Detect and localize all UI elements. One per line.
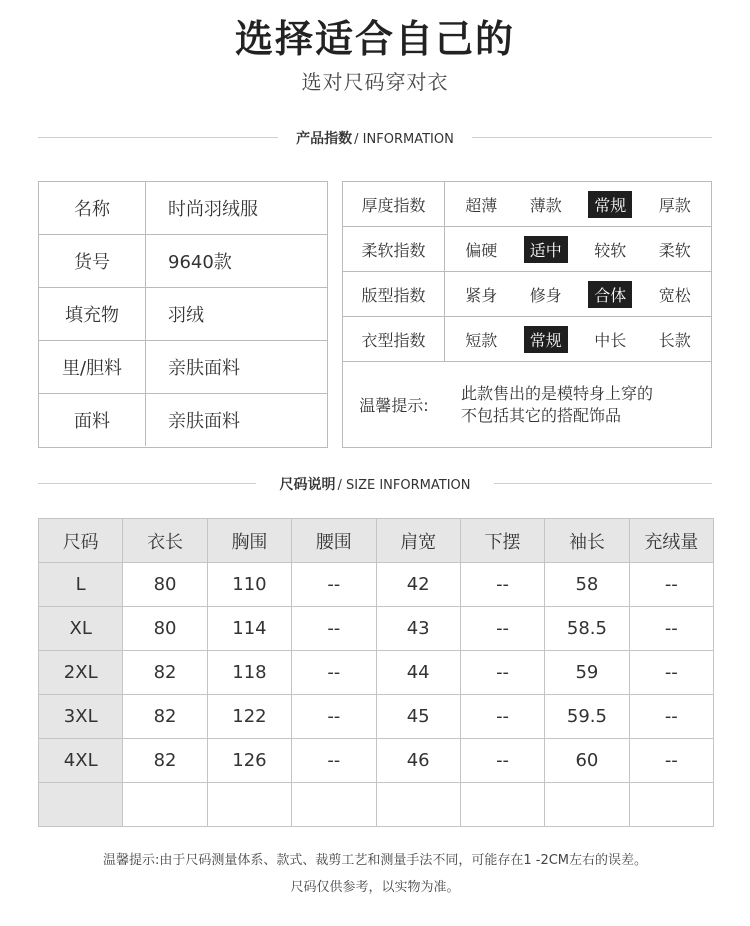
size-cell: -- bbox=[460, 695, 544, 739]
index-options bbox=[445, 227, 711, 271]
size-section-label bbox=[0, 474, 750, 494]
size-table bbox=[38, 518, 714, 827]
info-value: 亲肤面料 bbox=[168, 358, 240, 379]
page-title: 选择适合自己的 bbox=[234, 17, 515, 61]
size-cell: -- bbox=[292, 563, 376, 607]
info-value: 时尚羽绒服 bbox=[168, 199, 258, 220]
page-subtitle: 选对尺码穿对衣 bbox=[301, 70, 449, 94]
info-key: 货号 bbox=[39, 235, 146, 287]
product-index-table bbox=[342, 181, 712, 448]
size-cell: 118 bbox=[207, 651, 291, 695]
index-row bbox=[343, 227, 711, 272]
tip-row bbox=[343, 362, 711, 447]
size-cell: 59.5 bbox=[545, 695, 629, 739]
index-option: 宽松 bbox=[658, 285, 691, 305]
index-option-selected: 适中 bbox=[524, 236, 568, 263]
size-cell: -- bbox=[292, 739, 376, 783]
product-section-label-cn: 产品指数 bbox=[296, 131, 353, 147]
size-header-cell: 下摆 bbox=[460, 519, 544, 563]
size-row bbox=[39, 783, 714, 827]
size-cell: -- bbox=[460, 563, 544, 607]
size-header-cell: 腰围 bbox=[292, 519, 376, 563]
size-header-cell: 袖长 bbox=[545, 519, 629, 563]
size-cell: -- bbox=[460, 739, 544, 783]
size-label-cell bbox=[39, 783, 123, 827]
size-cell bbox=[207, 783, 291, 827]
size-cell: 126 bbox=[207, 739, 291, 783]
index-options bbox=[445, 182, 711, 226]
size-cell: 82 bbox=[123, 739, 207, 783]
size-cell: -- bbox=[629, 695, 713, 739]
size-header-cell: 肩宽 bbox=[376, 519, 460, 563]
index-row bbox=[343, 317, 711, 362]
product-section-label-en: / INFORMATION bbox=[354, 132, 454, 147]
size-section-label-cn: 尺码说明 bbox=[279, 477, 336, 493]
size-cell bbox=[292, 783, 376, 827]
size-cell bbox=[376, 783, 460, 827]
size-cell: 60 bbox=[545, 739, 629, 783]
size-cell bbox=[123, 783, 207, 827]
size-cell: -- bbox=[629, 651, 713, 695]
size-cell: 43 bbox=[376, 607, 460, 651]
size-label-cell: 4XL bbox=[39, 739, 123, 783]
size-cell: 46 bbox=[376, 739, 460, 783]
index-row bbox=[343, 272, 711, 317]
info-key: 填充物 bbox=[39, 288, 146, 340]
size-cell: 58.5 bbox=[545, 607, 629, 651]
size-cell bbox=[545, 783, 629, 827]
size-cell: -- bbox=[629, 563, 713, 607]
index-row bbox=[343, 182, 711, 227]
size-cell: -- bbox=[292, 607, 376, 651]
index-option: 薄款 bbox=[529, 195, 562, 215]
size-cell: 80 bbox=[123, 607, 207, 651]
size-cell: 82 bbox=[123, 695, 207, 739]
index-option: 超薄 bbox=[465, 195, 498, 215]
info-key: 里/胆料 bbox=[39, 341, 146, 393]
index-option: 柔软 bbox=[658, 240, 691, 260]
size-header-cell: 衣长 bbox=[123, 519, 207, 563]
info-value: 亲肤面料 bbox=[168, 411, 240, 432]
size-cell: -- bbox=[460, 607, 544, 651]
info-row bbox=[39, 341, 327, 394]
index-option: 较软 bbox=[594, 240, 627, 260]
size-cell: -- bbox=[292, 695, 376, 739]
size-row bbox=[39, 651, 714, 695]
size-cell bbox=[629, 783, 713, 827]
size-label-cell: XL bbox=[39, 607, 123, 651]
index-options bbox=[445, 272, 711, 316]
index-option: 紧身 bbox=[465, 285, 498, 305]
size-cell: 122 bbox=[207, 695, 291, 739]
size-row bbox=[39, 563, 714, 607]
size-header-cell: 尺码 bbox=[39, 519, 123, 563]
index-label: 柔软指数 bbox=[343, 227, 445, 271]
size-cell: 80 bbox=[123, 563, 207, 607]
size-cell: 110 bbox=[207, 563, 291, 607]
size-cell: -- bbox=[629, 607, 713, 651]
index-label: 衣型指数 bbox=[343, 317, 445, 361]
index-option-selected: 常规 bbox=[588, 191, 632, 218]
size-cell: 58 bbox=[545, 563, 629, 607]
size-row bbox=[39, 695, 714, 739]
size-cell: 42 bbox=[376, 563, 460, 607]
index-label: 版型指数 bbox=[343, 272, 445, 316]
index-option: 厚款 bbox=[658, 195, 691, 215]
size-row bbox=[39, 607, 714, 651]
size-section-label-en: / SIZE INFORMATION bbox=[337, 478, 471, 493]
size-label-cell: 2XL bbox=[39, 651, 123, 695]
info-key: 名称 bbox=[39, 182, 146, 234]
index-option: 长款 bbox=[658, 330, 691, 350]
product-info-table bbox=[38, 181, 328, 448]
index-option: 中长 bbox=[594, 330, 627, 350]
index-label: 厚度指数 bbox=[343, 182, 445, 226]
size-cell: 44 bbox=[376, 651, 460, 695]
tip-text bbox=[445, 383, 711, 427]
size-header-cell: 胸围 bbox=[207, 519, 291, 563]
tip-label: 温馨提示: bbox=[359, 396, 429, 415]
product-section-label bbox=[0, 128, 750, 148]
size-cell: -- bbox=[460, 651, 544, 695]
footer-note-2: 尺码仅供参考，以实物为准。 bbox=[290, 880, 460, 895]
size-label-cell: L bbox=[39, 563, 123, 607]
info-row bbox=[39, 182, 327, 235]
info-value: 羽绒 bbox=[168, 305, 204, 326]
footer-note-1: 温馨提示:由于尺码测量体系、款式、裁剪工艺和测量手法不同，可能存在1 -2CM左右的误差。 bbox=[102, 853, 648, 868]
size-cell: 59 bbox=[545, 651, 629, 695]
index-option-selected: 常规 bbox=[524, 326, 568, 353]
index-option-selected: 合体 bbox=[588, 281, 632, 308]
index-option: 短款 bbox=[465, 330, 498, 350]
info-key: 面料 bbox=[39, 394, 146, 446]
info-row bbox=[39, 235, 327, 288]
index-option: 修身 bbox=[529, 285, 562, 305]
index-option: 偏硬 bbox=[465, 240, 498, 260]
info-row bbox=[39, 288, 327, 341]
tip-line-1: 此款售出的是模特身上穿的 bbox=[461, 383, 654, 403]
size-cell: 114 bbox=[207, 607, 291, 651]
size-row bbox=[39, 739, 714, 783]
info-value: 9640款 bbox=[168, 252, 232, 273]
tip-line-2: 不包括其它的搭配饰品 bbox=[461, 405, 622, 425]
size-header-cell: 充绒量 bbox=[629, 519, 713, 563]
size-cell: -- bbox=[292, 651, 376, 695]
index-options bbox=[445, 317, 711, 361]
size-cell: -- bbox=[629, 739, 713, 783]
size-label-cell: 3XL bbox=[39, 695, 123, 739]
info-row bbox=[39, 394, 327, 446]
size-cell bbox=[460, 783, 544, 827]
size-cell: 45 bbox=[376, 695, 460, 739]
size-cell: 82 bbox=[123, 651, 207, 695]
